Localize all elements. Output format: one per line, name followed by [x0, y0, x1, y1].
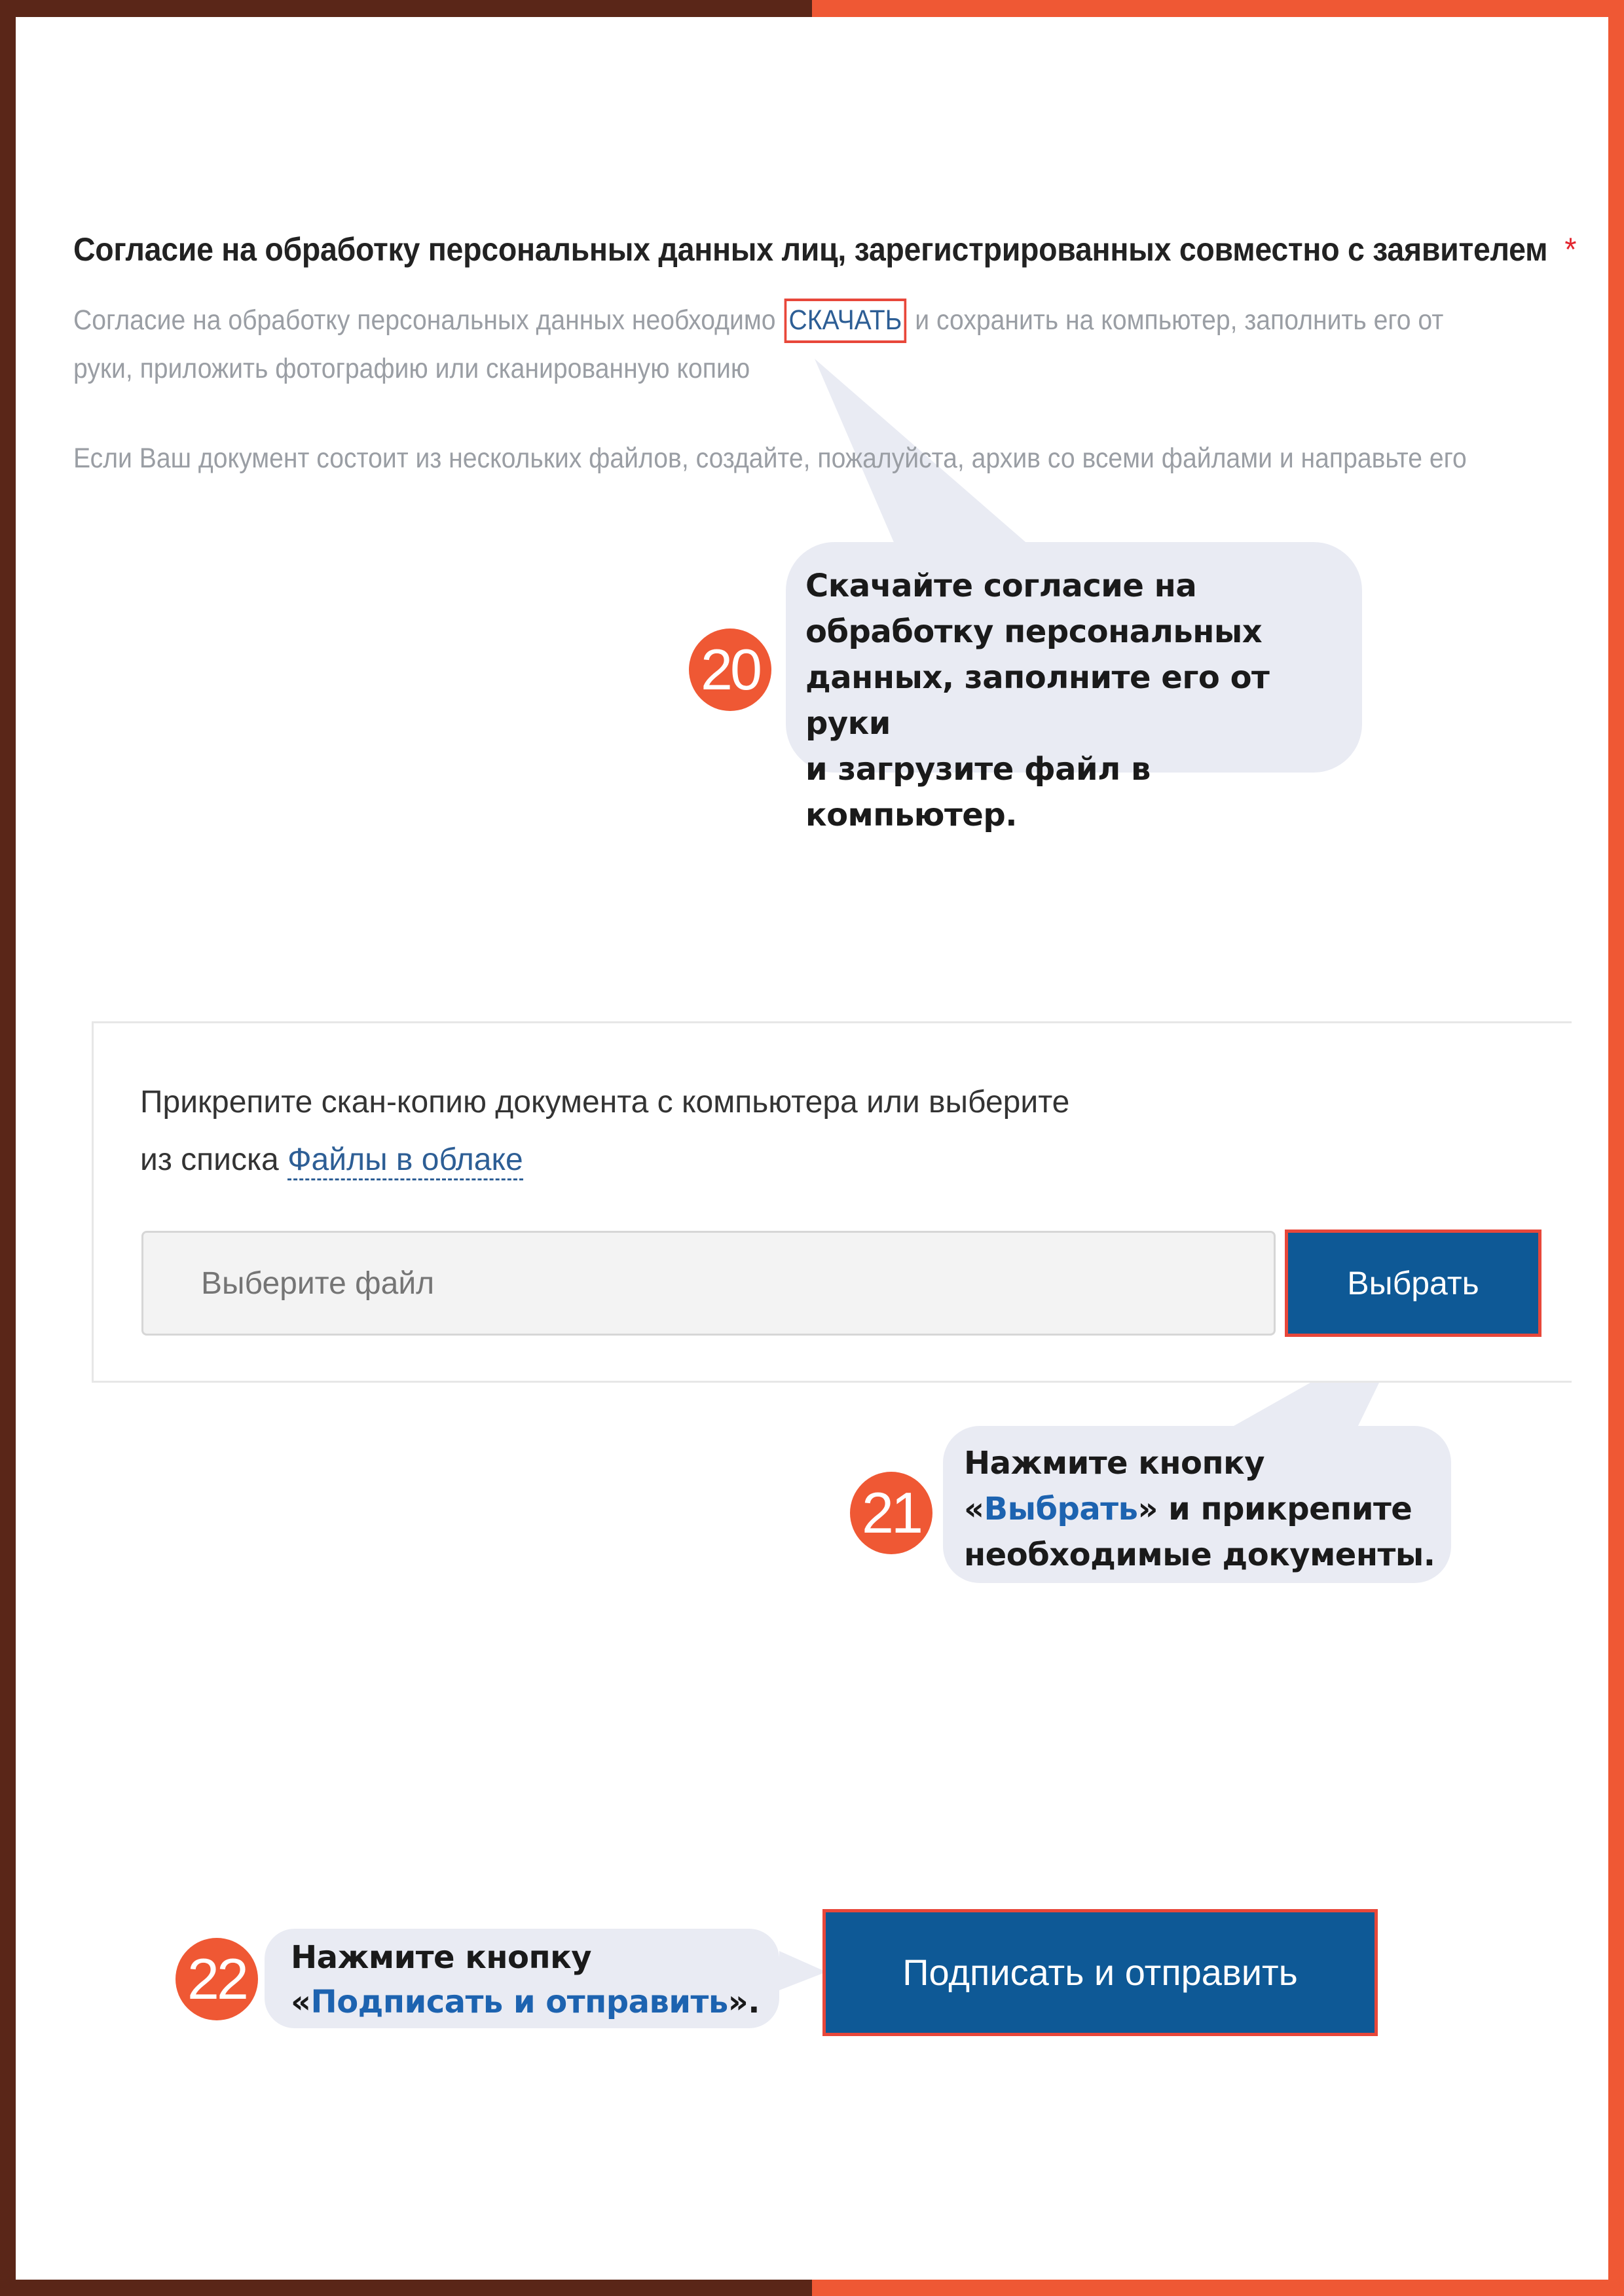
quote-open: «	[964, 1491, 984, 1527]
download-link[interactable]: СКАЧАТЬ	[784, 299, 906, 343]
quote-open: «	[291, 1984, 311, 2020]
step-badge-21: 21	[850, 1472, 932, 1554]
callout-21-line1: Нажмите кнопку	[964, 1445, 1265, 1482]
file-input[interactable]	[141, 1231, 1276, 1336]
callout-21-highlight: Выбрать	[984, 1491, 1138, 1527]
upload-text-line1: Прикрепите скан-копию документа с компьютера или выберите	[140, 1085, 1070, 1120]
callout-20-line: обработку персональных	[805, 613, 1263, 650]
consent-desc-before: Согласие на обработку персональных данных необходимо	[73, 304, 776, 336]
step-badge-22: 22	[175, 1938, 258, 2020]
upload-instructions	[140, 1074, 1188, 1189]
pointer-22	[779, 1951, 826, 1990]
consent-description	[73, 296, 1444, 393]
upload-text-line2	[140, 1131, 1188, 1189]
upload-text-prefix: из списка	[140, 1142, 279, 1177]
quote-close: ».	[728, 1984, 760, 2020]
callout-bubble-20	[786, 542, 1362, 833]
callout-22-highlight: Подписать и отправить	[310, 1984, 728, 2020]
callout-21-line2	[964, 1486, 1435, 1532]
callout-20-line: данных, заполните его от руки	[805, 659, 1270, 742]
callout-21-line2-rest: » и прикрепите	[1137, 1491, 1412, 1527]
callout-bubble-21	[943, 1426, 1451, 1583]
consent-title-text: Согласие на обработку персональных данных лиц, зарегистрированных совместно с заявителем	[73, 231, 1548, 268]
callout-22-line1: Нажмите кнопку	[291, 1939, 592, 1976]
consent-title	[73, 230, 1576, 268]
sign-and-send-button[interactable]: Подписать и отправить	[822, 1909, 1378, 2036]
required-asterisk: *	[1564, 231, 1577, 268]
callout-21-line3: необходимые документы.	[964, 1537, 1435, 1573]
step-badge-20: 20	[689, 629, 771, 711]
cloud-files-link[interactable]: Файлы в облаке	[287, 1142, 523, 1180]
callout-21-text	[964, 1440, 1435, 1578]
callout-22-text	[291, 1935, 760, 2024]
consent-note: Если Ваш документ состоит из нескольких файлов, создайте, пожалуйста, архив со всеми файлами и направьте его	[73, 443, 1467, 474]
choose-file-button[interactable]: Выбрать	[1285, 1230, 1541, 1337]
callout-22-line2	[291, 1980, 760, 2024]
callout-20-line: Скачайте согласие на	[805, 568, 1197, 604]
consent-desc-after: и сохранить на компьютер, заполнить его от руки, приложить фотографию или сканированную копию	[73, 304, 1444, 384]
callout-20-line: и загрузите файл в компьютер.	[805, 751, 1151, 833]
callout-bubble-22	[265, 1929, 779, 2028]
callout-20-text	[805, 563, 1362, 838]
